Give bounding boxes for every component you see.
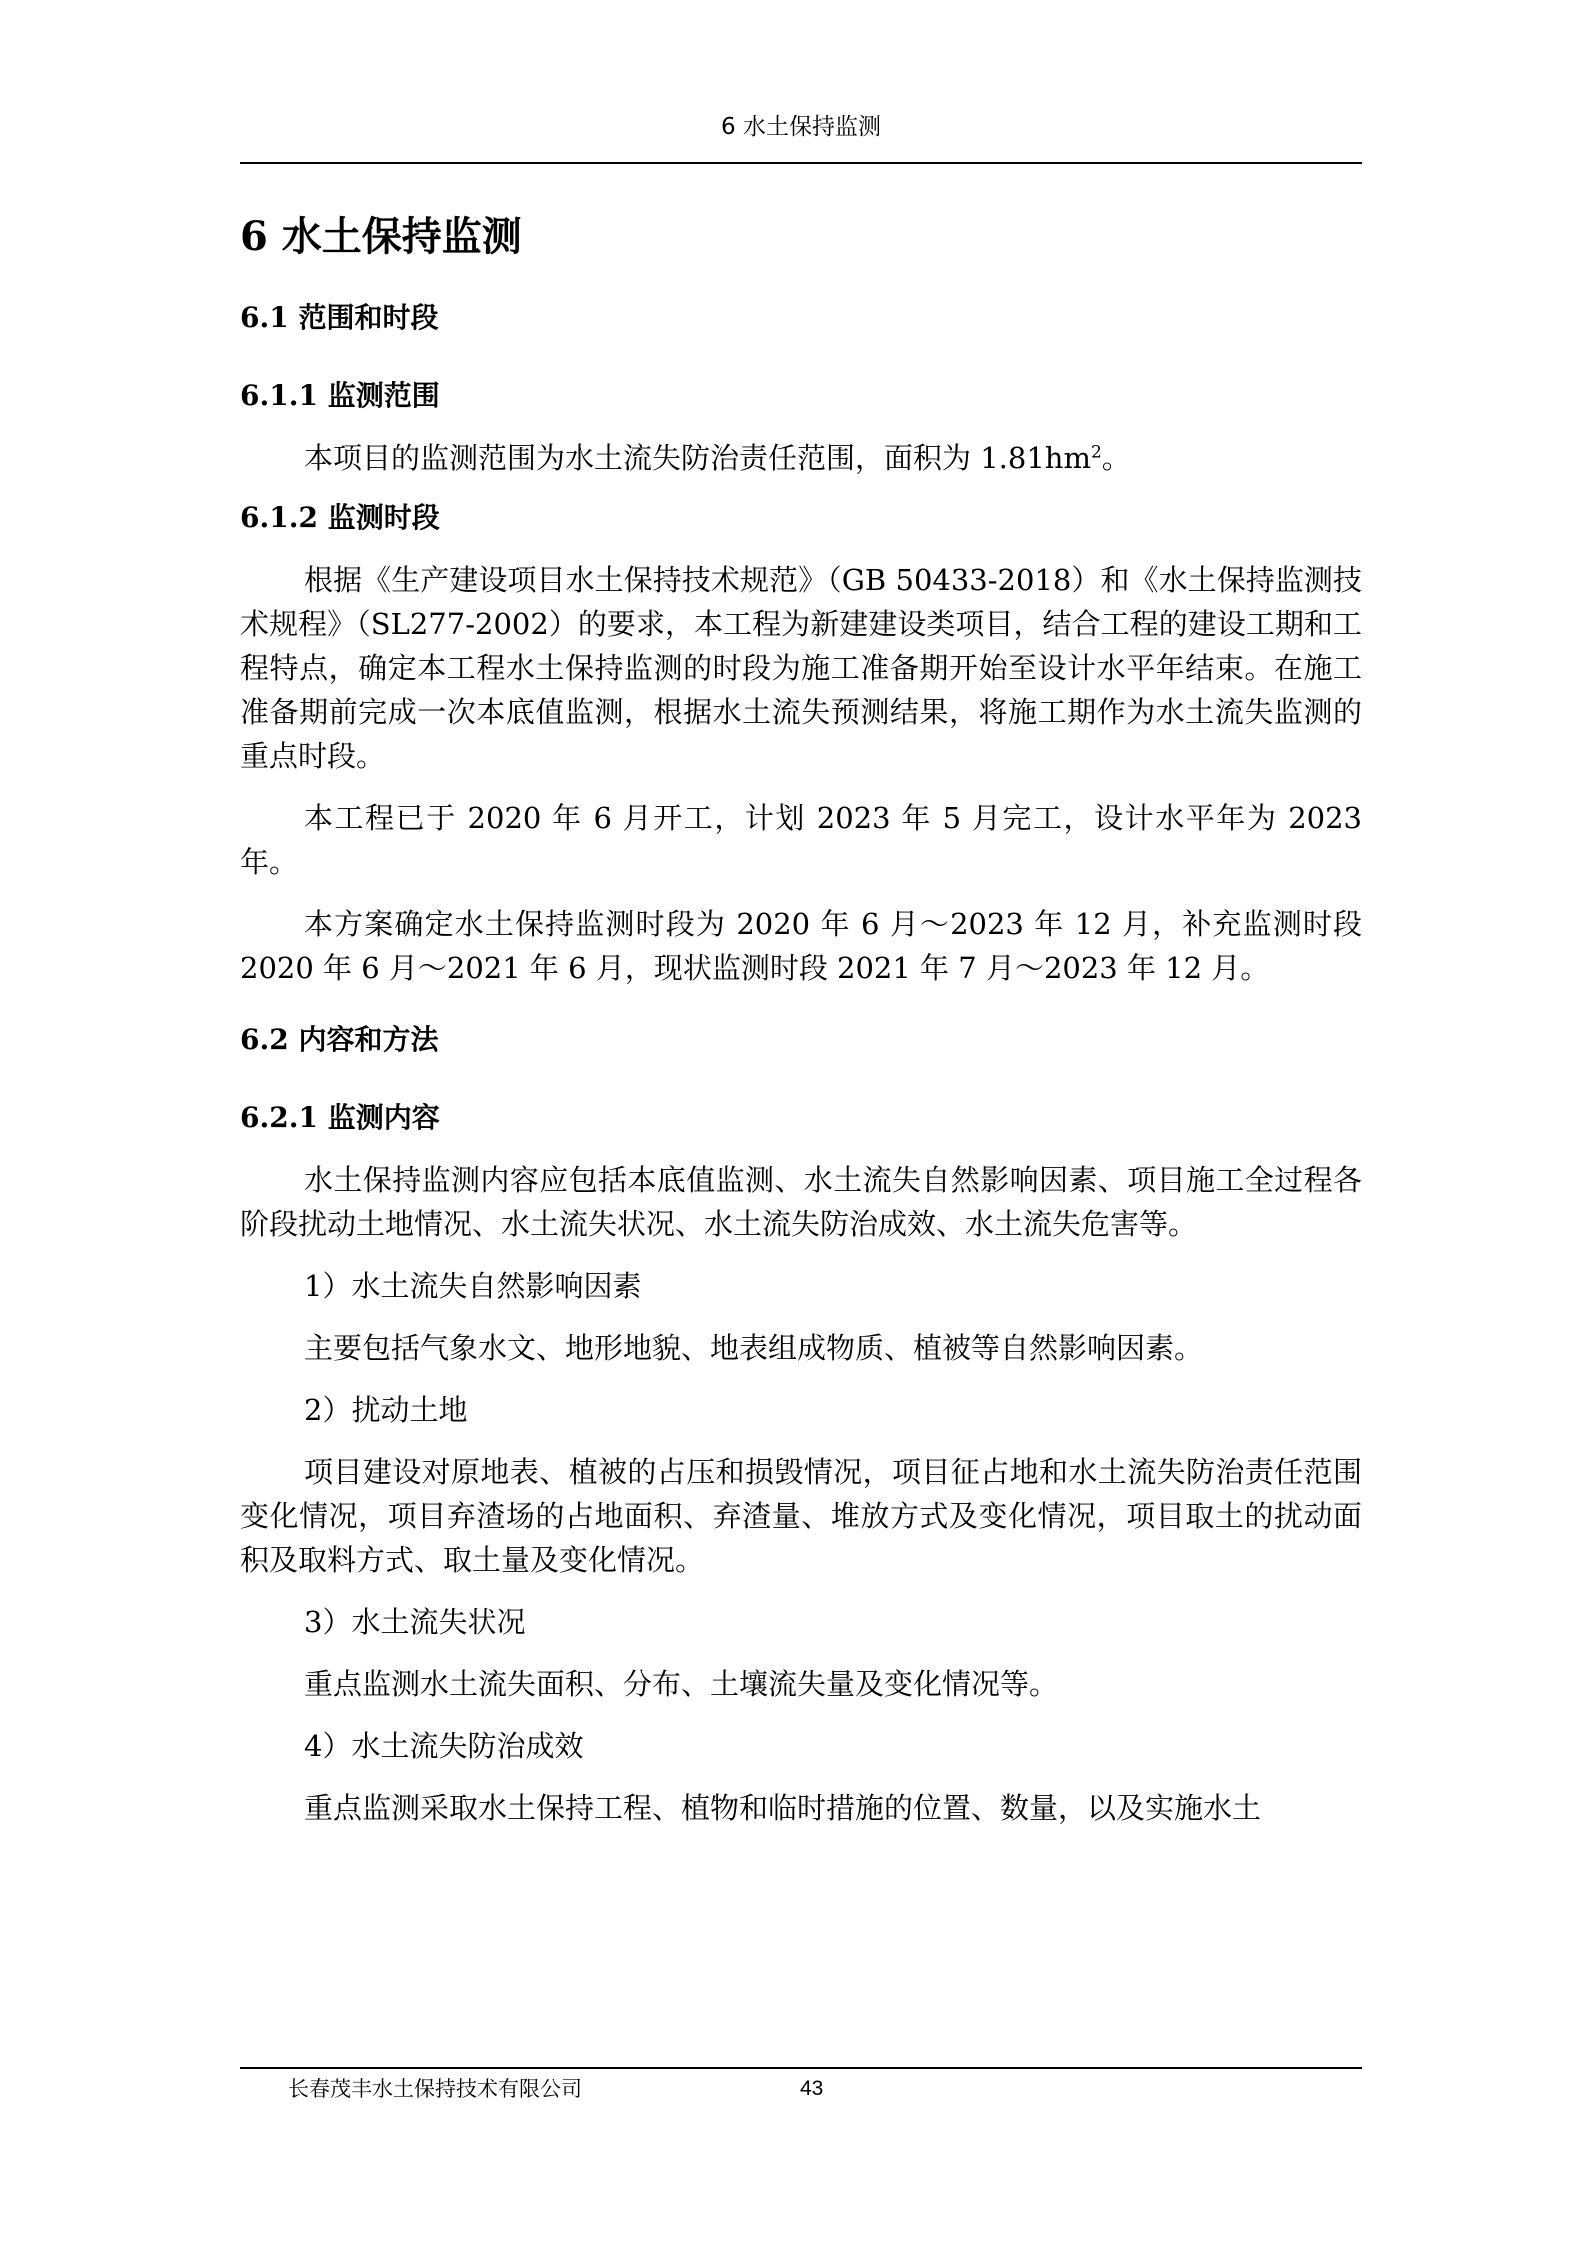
area-unit-superscript: 2: [1090, 442, 1102, 463]
section-6-1-1-heading: 6.1.1 监测范围: [240, 379, 440, 412]
monitoring-content-intro: 水土保持监测内容应包括本底值监测、水土流失自然影响因素、项目施工全过程各阶段扰动土地情况、水土流失状况、水土流失防治成效、水土流失危害等。: [240, 1163, 1362, 1241]
section-6-1-2-heading: 6.1.2 监测时段: [240, 501, 440, 534]
section-6-2-1-heading: 6.2.1 监测内容: [240, 1101, 440, 1134]
document-body: [240, 298, 1362, 1830]
scope-text: 本项目的监测范围为水土流失防治责任范围，面积为 1.81hm: [304, 441, 1091, 475]
list-item-text: 重点监测采取水土保持工程、植物和临时措施的位置、数量，以及实施水土: [304, 1791, 1262, 1825]
header-rule: [240, 162, 1362, 164]
monitoring-period-paragraph-3: 本方案确定水土保持监测时段为 2020 年 6 月～2023 年 12 月，补充监测时段 2020 年 6 月～2021 年 6 月，现状监测时段 2021 年 7 月～2023 年 12 月。: [240, 907, 1362, 985]
list-item-text: 重点监测水土流失面积、分布、土壤流失量及变化情况等。: [304, 1667, 1059, 1701]
monitoring-period-paragraph-1: 根据《生产建设项目水土保持技术规范》（GB 50433-2018）和《水土保持监测技术规程》（SL277-2002）的要求，本工程为新建建设类项目，结合工程的建设工期和工程特点，确定本工程水土保持监测的时段为施工准备期开始至设计水平年结束。在施工准备期前完成一次本底值监测，根据水土流失预测结果，将施工期作为水土流失监测的重点时段。: [240, 563, 1362, 773]
chapter-title: 6 水土保持监测: [240, 213, 522, 260]
scope-text-end: 。: [1101, 441, 1131, 475]
running-header: 6 水土保持监测: [721, 114, 881, 140]
list-item-label: 2）扰动土地: [304, 1393, 468, 1427]
monitoring-scope-paragraph: [240, 436, 1362, 480]
list-item-text: 主要包括气象水文、地形地貌、地表组成物质、植被等自然影响因素。: [304, 1331, 1204, 1365]
list-item-label: 3）水土流失状况: [304, 1605, 526, 1639]
list-item-label: 1）水土流失自然影响因素: [304, 1269, 642, 1303]
section-6-2-heading: 6.2 内容和方法: [240, 1023, 439, 1056]
footer-rule: [240, 2067, 1362, 2069]
section-6-1-heading: 6.1 范围和时段: [240, 301, 439, 334]
list-item-label: 4）水土流失防治成效: [304, 1729, 584, 1763]
list-item-text: 项目建设对原地表、植被的占压和损毁情况，项目征占地和水土流失防治责任范围变化情况，项目弃渣场的占地面积、弃渣量、堆放方式及变化情况，项目取土的扰动面积及取料方式、取土量及变化情况。: [240, 1455, 1362, 1577]
footer-company: 长春茂丰水土保持技术有限公司: [288, 2077, 582, 2101]
monitoring-period-paragraph-2: 本工程已于 2020 年 6 月开工，计划 2023 年 5 月完工，设计水平年为 2023 年。: [240, 801, 1362, 879]
page-number: 43: [800, 2077, 824, 2100]
